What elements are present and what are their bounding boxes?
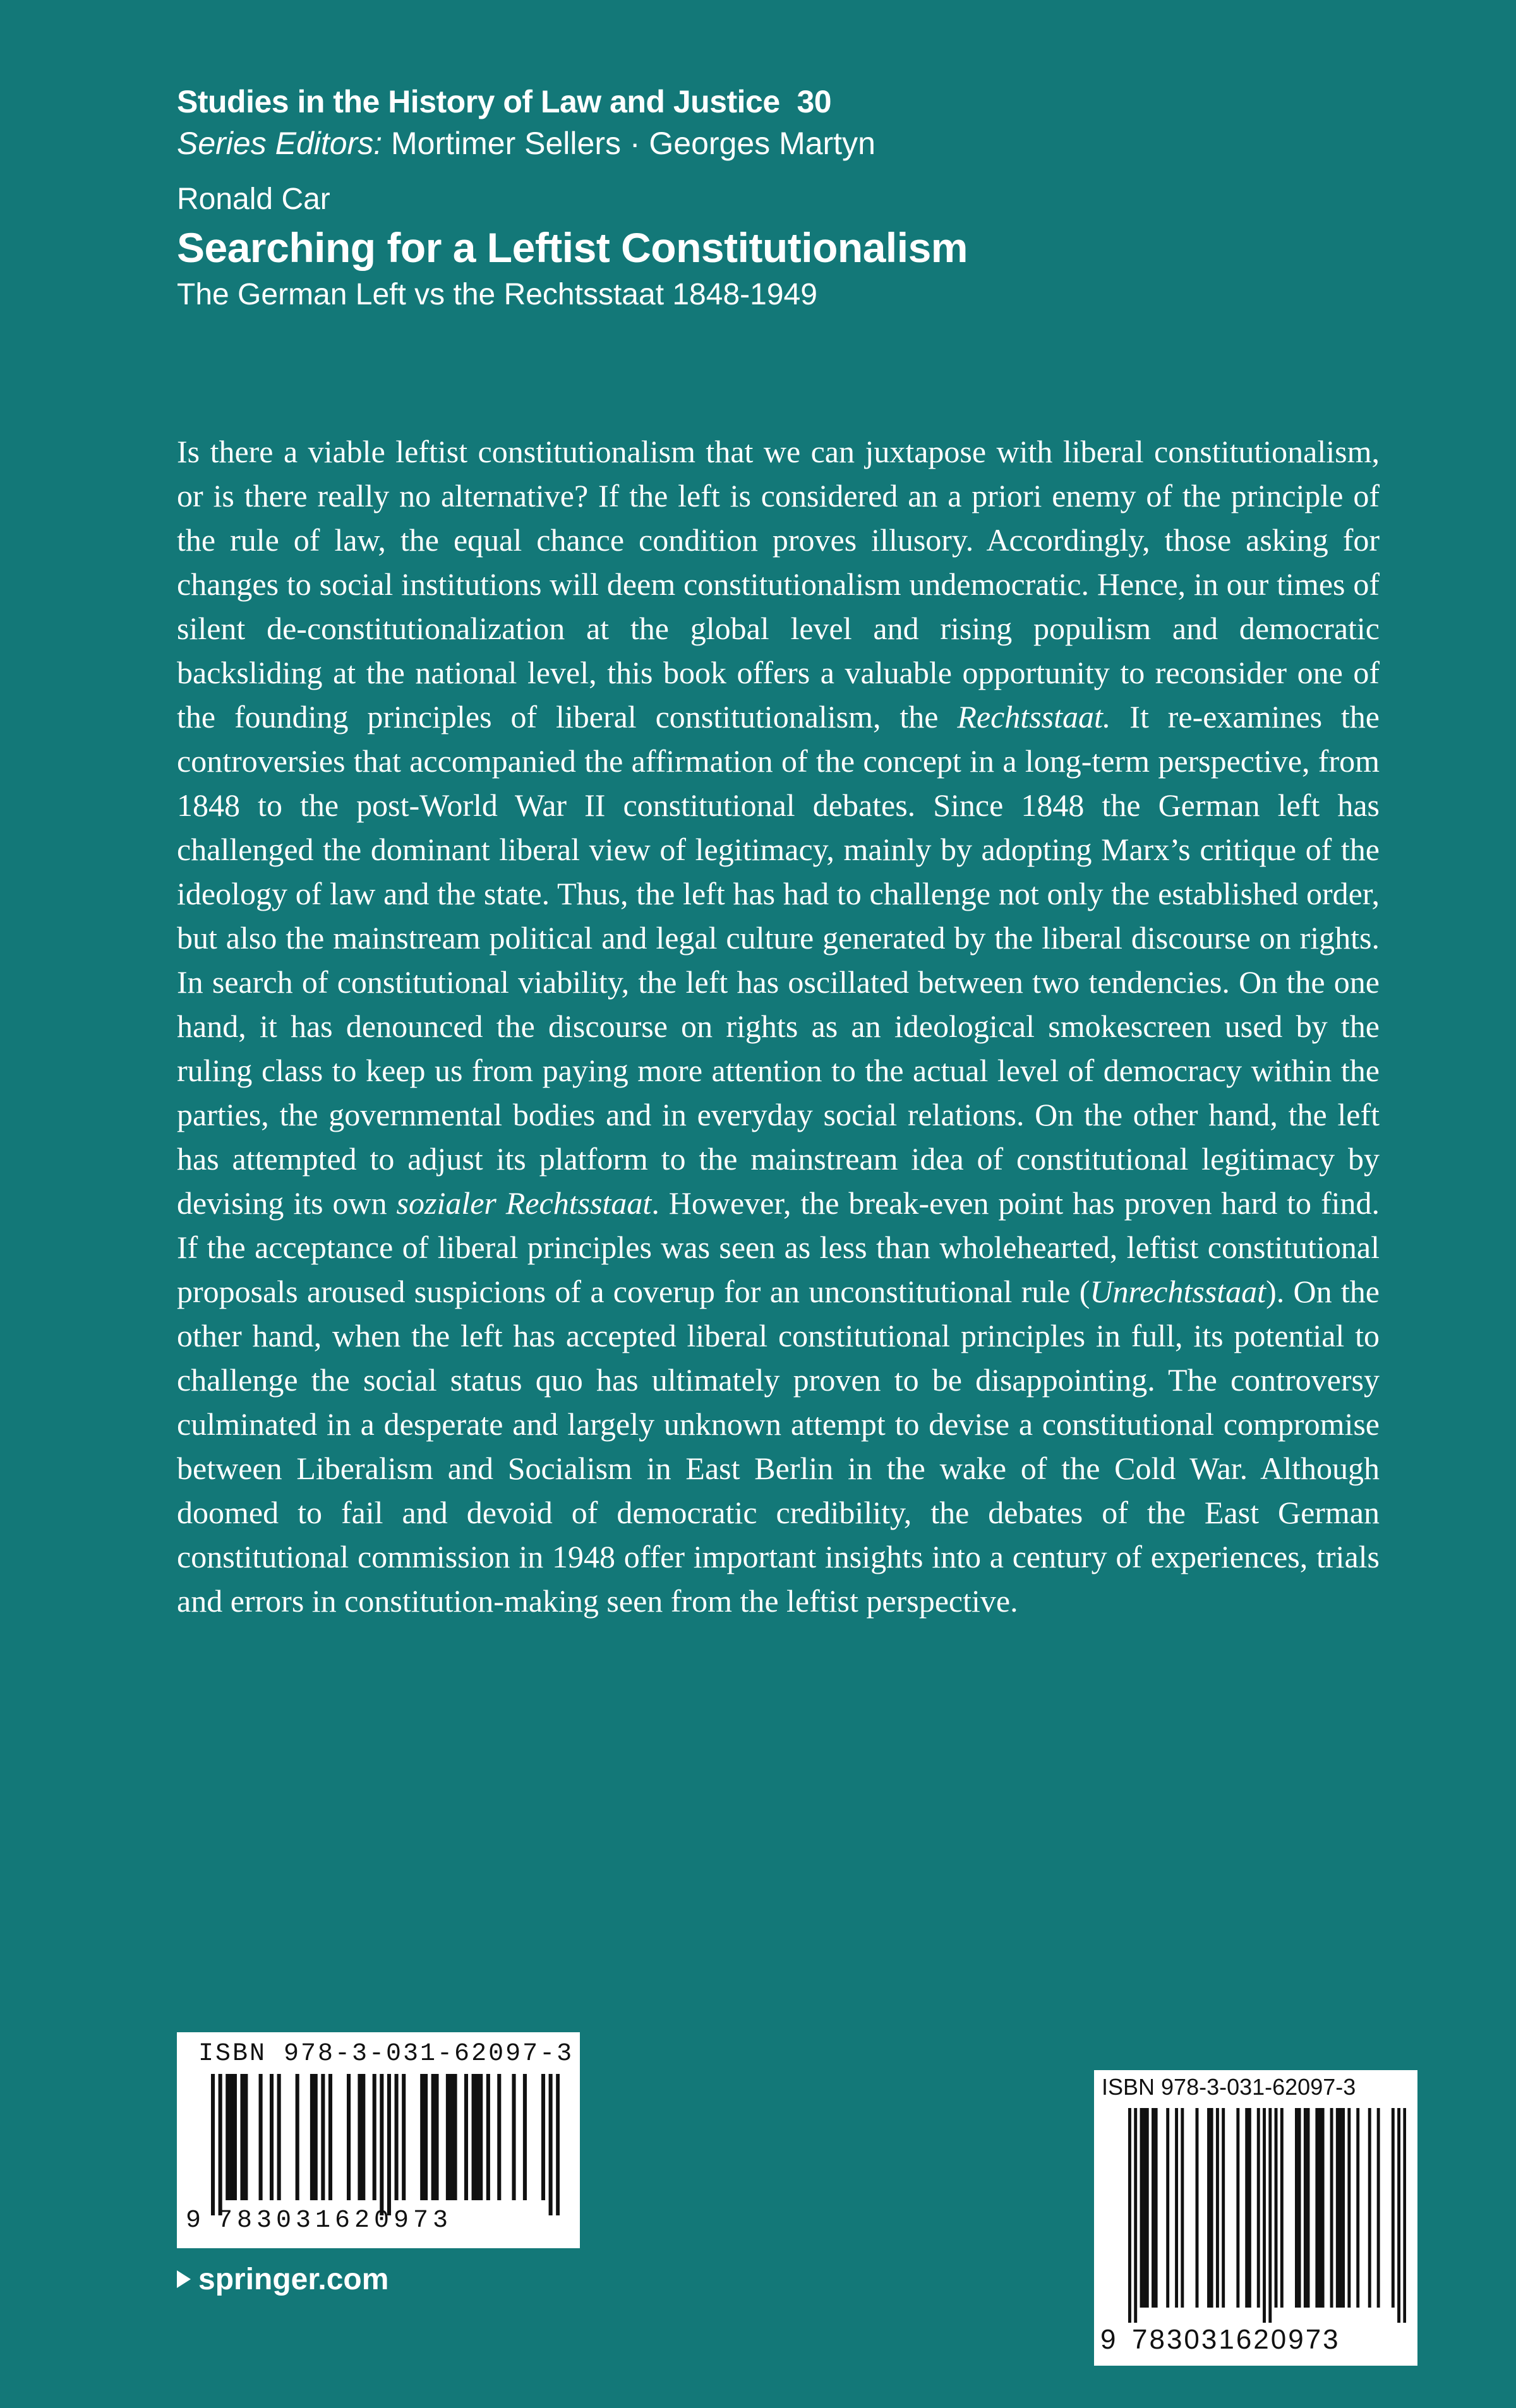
barcode-bar	[556, 2074, 560, 2215]
barcode-bar	[1377, 2108, 1380, 2308]
barcode-bar	[435, 2074, 438, 2200]
barcode-bar	[446, 2074, 450, 2200]
barcode-bar	[1347, 2108, 1351, 2308]
barcode-bar	[1222, 2108, 1225, 2308]
barcode-bar	[1356, 2108, 1359, 2308]
barcode-right-digits: 783031620973	[1132, 2324, 1340, 2355]
barcode-bar	[1263, 2108, 1266, 2323]
cover-header	[177, 81, 1377, 314]
barcode-bar	[229, 2074, 233, 2200]
barcode-bar	[358, 2074, 361, 2200]
barcode-bar	[240, 2074, 244, 2200]
barcode-bar	[1128, 2108, 1131, 2323]
barcode-bar	[512, 2074, 515, 2200]
book-title: Searching for a Leftist Constitutionalism	[177, 224, 968, 271]
series-number: 30	[797, 84, 832, 119]
barcode-bar	[387, 2074, 391, 2215]
barcode-bar	[1181, 2108, 1184, 2308]
barcode-bar	[523, 2074, 527, 2200]
barcode-bar	[1295, 2108, 1298, 2308]
barcode-bar	[1140, 2108, 1143, 2308]
series-title	[177, 81, 1377, 123]
book-subtitle: The German Left vs the Rechtsstaat 1848-1949	[177, 278, 817, 311]
barcode-bar	[420, 2074, 424, 2200]
barcode-bar	[1280, 2108, 1284, 2308]
barcode-bar	[1166, 2108, 1169, 2308]
blurb-term-rechtsstaat: Rechtsstaat.	[957, 699, 1111, 734]
blurb-text-2: It re-examines the controversies that accompanied the affirmation of the concept in a long-term perspective, from 1848 to the post-World War II constitutional debates. Since 1848 the German left has challenged the dominant liberal view of legitimacy, mainly by adopting Marx’s critique of the ideology of law and the state. Thus, the left has had to challenge not only the established order, but also the mainstream political and legal culture generated by the liberal discourse on rights. In search of constitutional viability, the left has oscillated between two tendencies. On the one hand, it has denounced the discourse on rights as an ideological smokescreen used by the ruling class to keep us from paying more attention to the actual level of democracy within the parties, the governmental bodies and in everyday social relations. On the other hand, the left has attempted to adjust its platform to the mainstream idea of constitutional legitimacy by devising its own	[177, 699, 1380, 1221]
series-editors	[177, 123, 1377, 164]
barcode-left-digits: 783031620973	[217, 2207, 453, 2235]
barcode-bar	[424, 2074, 428, 2200]
barcode-bar	[464, 2074, 468, 2200]
barcode-bar	[1275, 2108, 1278, 2308]
barcode-bar	[1216, 2108, 1219, 2308]
series-editors-label: Series Editors:	[177, 126, 383, 161]
barcode-bar	[1315, 2108, 1318, 2308]
barcode-bar	[1336, 2108, 1339, 2308]
barcode-right-isbn: ISBN 978-3-031-62097-3	[1102, 2074, 1356, 2100]
barcode-bar	[296, 2074, 299, 2200]
barcode-bar	[549, 2074, 553, 2215]
barcode-bar	[1257, 2108, 1260, 2308]
barcode-bar	[472, 2074, 476, 2200]
barcode-bar	[486, 2074, 490, 2200]
barcode-bar	[380, 2074, 383, 2215]
blurb-text-4: ). On the other hand, when the left has accepted liberal constitutional principles in full, its potential to challenge the social status quo has ultimately proven to be disappointing. The controversy culminated in a desperate and largely unknown attempt to devise a constitutional compromise between Liberalism and Socialism in East Berlin in the wake of the Cold War. Although doomed to fail and devoid of democratic credibility, the debates of the East German constitutional commission in 1948 offer important insights into a century of experiences, trials and errors in constitution-making seen from the leftist perspective.	[177, 1274, 1380, 1619]
barcode-bar	[541, 2074, 545, 2200]
blurb-text-3: . However, the break-even point has proven hard to find. If the acceptance of liberal principles was seen as less than wholehearted, leftist constitutional proposals aroused suspicions of a coverup for an unconstitutional rule (	[177, 1185, 1380, 1309]
barcode-bar	[1175, 2108, 1178, 2308]
barcode-bar	[1397, 2108, 1400, 2323]
barcode-box-right	[1094, 2070, 1417, 2366]
barcode-bar	[259, 2074, 263, 2200]
barcode-bar	[1342, 2108, 1345, 2308]
barcode-bar	[402, 2074, 406, 2200]
barcode-bar	[233, 2074, 237, 2200]
barcode-bar	[314, 2074, 318, 2200]
series-editors-names: Mortimer Sellers · Georges Martyn	[391, 126, 875, 161]
barcode-bar	[1321, 2108, 1325, 2308]
barcode-bar	[1368, 2108, 1371, 2308]
barcode-bar	[1152, 2108, 1155, 2308]
barcode-bar	[277, 2074, 281, 2200]
barcode-left-bars	[211, 2074, 560, 2215]
barcode-bar	[431, 2074, 435, 2200]
barcode-bar	[1330, 2108, 1333, 2308]
barcode-bar	[1210, 2108, 1213, 2308]
barcode-bar	[497, 2074, 501, 2200]
barcode-bar	[1318, 2108, 1321, 2308]
barcode-bar	[373, 2074, 376, 2200]
barcode-right-bars	[1128, 2108, 1406, 2323]
barcode-bar	[347, 2074, 351, 2200]
barcode-bar	[1134, 2108, 1137, 2323]
barcode-bar	[479, 2074, 483, 2200]
blurb-term-unrechtsstaat: Unrechtsstaat	[1090, 1274, 1266, 1309]
barcode-bar	[361, 2074, 365, 2200]
barcode-left-first-digit: 9	[186, 2207, 202, 2235]
barcode-bar	[1307, 2108, 1310, 2308]
barcode-bar	[1207, 2108, 1210, 2308]
barcode-bar	[310, 2074, 314, 2200]
barcode-bar	[475, 2074, 479, 2200]
blurb-text-1: Is there a viable leftist constitutionalism that we can juxtapose with liberal constitutionalism, or is there really no alternative? If the left is considered an a priori enemy of the principle of the rule of law, the equal chance condition proves illusory. Accordingly, those asking for changes to social institutions will deem constitutionalism undemocratic. Hence, in our times of silent de-constitutionalization at the global level and rising populism and democratic backsliding at the national level, this book offers a valuable opportunity to reconsider one of the founding principles of liberal constitutionalism, the	[177, 434, 1380, 734]
barcode-box-left	[177, 2032, 580, 2248]
barcode-bar	[1392, 2108, 1395, 2308]
author-name: Ronald Car	[177, 183, 330, 216]
barcode-bar	[453, 2074, 457, 2200]
barcode-bar	[1236, 2108, 1239, 2308]
barcode-bar	[1304, 2108, 1307, 2308]
barcode-bar	[1146, 2108, 1149, 2308]
barcode-bar	[1339, 2108, 1342, 2308]
barcode-bar	[321, 2074, 325, 2200]
barcode-right-first-digit: 9	[1100, 2324, 1116, 2355]
series-title-text: Studies in the History of Law and Justice	[177, 84, 780, 119]
barcode-bar	[1298, 2108, 1301, 2308]
springer-link[interactable]	[177, 2261, 388, 2299]
book-blurb	[177, 429, 1380, 1623]
barcode-left-isbn: ISBN 978-3-031-62097-3	[198, 2040, 574, 2068]
arrow-right-icon	[177, 2270, 191, 2288]
barcode-bar	[450, 2074, 454, 2200]
barcode-bar	[395, 2074, 399, 2200]
barcode-bar	[1155, 2108, 1158, 2308]
barcode-bar	[1196, 2108, 1199, 2308]
barcode-bar	[270, 2074, 274, 2200]
barcode-bar	[328, 2074, 332, 2200]
springer-link-text: springer.com	[198, 2263, 389, 2296]
barcode-bar	[1248, 2108, 1251, 2308]
barcode-bar	[211, 2074, 215, 2215]
barcode-bar	[226, 2074, 229, 2200]
barcode-bar	[1403, 2108, 1406, 2323]
barcode-bar	[244, 2074, 248, 2200]
barcode-bar	[1143, 2108, 1146, 2308]
barcode-bar	[219, 2074, 222, 2215]
barcode-bar	[1268, 2108, 1272, 2323]
blurb-term-sozialer-rechtsstaat: sozialer Rechtsstaat	[396, 1185, 652, 1221]
barcode-bar	[1245, 2108, 1248, 2308]
